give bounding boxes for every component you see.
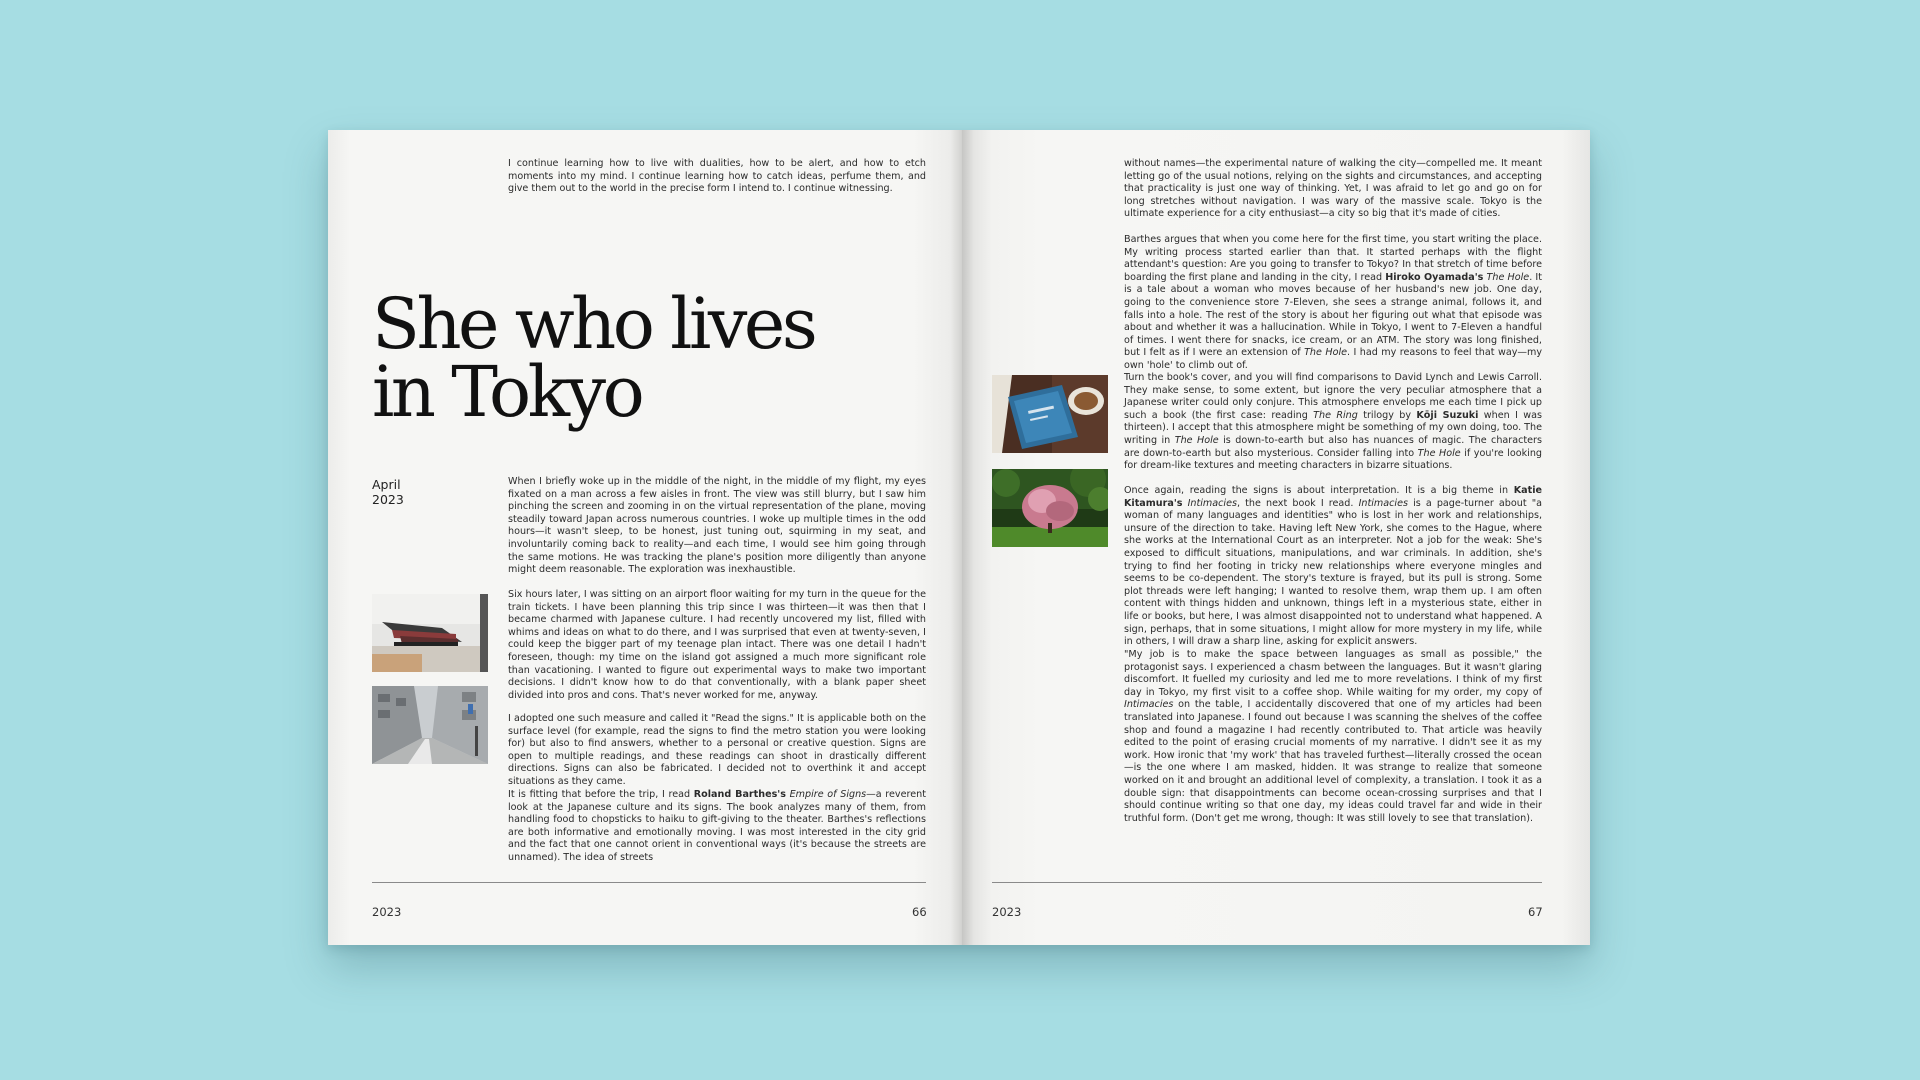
book-gutter: [950, 130, 974, 945]
date-year: 2023: [372, 492, 404, 507]
right-paragraph-2: Barthes argues that when you come here for the first time, you start writing the place. My writing process started earlier than that. It started perhaps with the flight attendant's question: Are you going to transfer to Tokyo? In that stretch of time before boarding the first plane and landing in the city, I read Hiroko Oyamada's The Hole. It is a tale about a woman who moves because of her husband's new job. One day, going to the convenience store 7-Eleven, she sees a strange animal, follows it, and falls into a hole. The rest of the story is about her figuring out what that episode was about and whether it was a hallucination. While in Tokyo, I went to 7-Eleven a handful of times. I went there for snacks, ice cream, or an ATM. The story was long finished, but I felt as if I were an extension of The Hole. I had my reasons to feel that way—my own 'hole' to climb out of.: [1124, 234, 1542, 371]
title-line-1: She who lives: [372, 283, 815, 365]
footer-rule-right: [992, 882, 1542, 883]
right-page: [962, 130, 1590, 945]
right-paragraph-4: Once again, reading the signs is about interpretation. It is a big theme in Katie Kitamura's Intimacies, the next book I read. Intimacies is a page-turner about "a woman of many languages and identities" who is lost in her work and relationships, unsure of the direction to take. Having left New York, she comes to the Hague, where she works at the International Court as an interpreter. Not a job for the weak: She's exposed to difficult situations, manipulations, and war criminals. In addition, she's trying to find her footing in tricky new relationships where everyone mingles and seems to be co-dependent. The story's texture is frayed, but its pull is strong. Some plot threads were left hanging; I wanted to resolve them, wrap them up. I am often content with things hidden and unknown, things left in a mysterious state, either in life or books, but here, I was almost disappointed not to understand what happened. A sign, perhaps, that in some situations, I might allow for more mystery in my life, while in others, I will draw a sharp line, asking for explicit answers.: [1124, 485, 1542, 648]
blossom-tree-photo: [992, 469, 1108, 547]
page-number-right: 67: [1528, 905, 1543, 919]
right-paragraph-1: without names—the experimental nature of walking the city—compelled me. It meant letting go of the usual notions, relying on the sights and circumstances, and accepting that practicality is just one way of thinking. Yet, I was afraid to let go and go on for long stretches without navigation. I was wary of the massive scale. Tokyo is the ultimate experience for a city enthusiast—a city so big that it's made of cities.: [1124, 158, 1542, 220]
book-coffee-photo: [992, 375, 1108, 453]
paragraph-3: I adopted one such measure and called it "Read the signs." It is applicable both on the surface level (for example, read the signs to find the metro station you were looking for) but also to find answers, whether to a personal or creative question. Signs are open to multiple readings, and these readings can shoot in drastically different directions. Signs can also be fabricated. I decided not to overthink it and accept situations as they came.: [508, 713, 926, 787]
page-title: [372, 283, 815, 433]
right-paragraph-3: Turn the book's cover, and you will find comparisons to David Lynch and Lewis Carroll. They make sense, to some extent, but ignore the very peculiar atmosphere that a Japanese writer could only conjure. This atmosphere envelops me each time I pick up such a book (the first case: reading The Ring trilogy by Kōji Suzuki when I was thirteen). I accept that this atmosphere might be something of my own doing, too. The writing in The Hole is down-to-earth but also has nuances of magic. The characters are down-to-earth but also mysterious. Consider falling into The Hole if you're looking for dream-like textures and meeting characters in bizarre situations.: [1124, 372, 1543, 472]
magazine-spread: [328, 130, 1590, 945]
footer-rule-left: [372, 882, 926, 883]
paragraph-2: Six hours later, I was sitting on an airport floor waiting for my turn in the queue for the train tickets. I have been planning this trip since I was thirteen—it was then that I became charmed with Japanese culture. I had recently uncovered my list, filled with whims and ideas on what to do there, and I was surprised that even at twenty-seven, I could keep the bigger part of my teenage plan intact. There was one detail I hadn't foreseen, though: my time on the island got assigned a much more significant role than vacationing. I wanted to figure out experimental ways to make two important decisions. I didn't know how to do that conventionally, with a blank paper sheet divided into pros and cons. That's never worked for me, anyway.: [508, 589, 926, 701]
date-label: [372, 477, 404, 507]
paragraph-4: It is fitting that before the trip, I read Roland Barthes's Empire of Signs—a reverent look at the Japanese culture and its signs. The book analyzes many of them, from handling food to chopsticks to haiku to gift-giving to the theater. Barthes's reflections are both informative and emotionally moving. I was most interested in the city grid and the fact that one cannot orient in conventional ways (it's because the streets are unnamed). The idea of streets: [508, 789, 926, 863]
date-month: April: [372, 477, 401, 492]
left-page: [328, 130, 962, 945]
footer-year-left: 2023: [372, 905, 402, 919]
page-number-left: 66: [912, 905, 927, 919]
intro-paragraph: I continue learning how to live with dualities, how to be alert, and how to etch moments into my mind. I continue learning how to catch ideas, perfume them, and give them out to the world in the precise form I intend to. I continue witnessing.: [508, 158, 926, 195]
paragraph-1: When I briefly woke up in the middle of the night, in the middle of my flight, my eyes fixated on a man across a few aisles in front. The view was still blurry, but I saw him pinching the screen and zooming in on the virtual representation of the plane, moving steadily toward Japan across numerous countries. I woke up multiple times in the odd hours—it wasn't sleep, to be honest, just tuning out, squirming in my seat, and involuntarily coming back to reality—and each time, I would see him going through the same motions. He was tracking the plane's position more diligently than anyone might deem reasonable. The exploration was inexhaustible.: [508, 476, 926, 576]
right-paragraph-5: "My job is to make the space between languages as small as possible," the protagonist says. I experienced a chasm between the languages. But it wasn't glaring discomfort. It fuelled my curiosity and led me to more revelations. I think of my first day in Tokyo, my first visit to a coffee shop. While waiting for my order, my copy of Intimacies on the table, I accidentally discovered that one of my articles had been translated into Japanese. I found out because I was scanning the shelves of the coffee shop and found a magazine I had recently contributed to. That article was heavily edited to the point of erasing crucial moments of my narrative. I didn't see it as my work. How ironic that 'my work' that has traveled furthest—literally crossed the ocean—is the one where I am masked, hidden. It was strange to realize that someone worked on it and brought an additional level of complexity, a translation. I took it as a double sign: that disappointments can become ocean-crossing surprises and that I should continue writing so that one day, my ideas could travel far and wide in their truthful form. (Don't get me wrong, though: It was still lovely to see that translation).: [1124, 649, 1542, 824]
tokyo-street-photo: [372, 686, 488, 764]
title-line-2: in Tokyo: [372, 351, 642, 433]
desk-books-photo: [372, 594, 488, 672]
footer-year-right: 2023: [992, 905, 1022, 919]
